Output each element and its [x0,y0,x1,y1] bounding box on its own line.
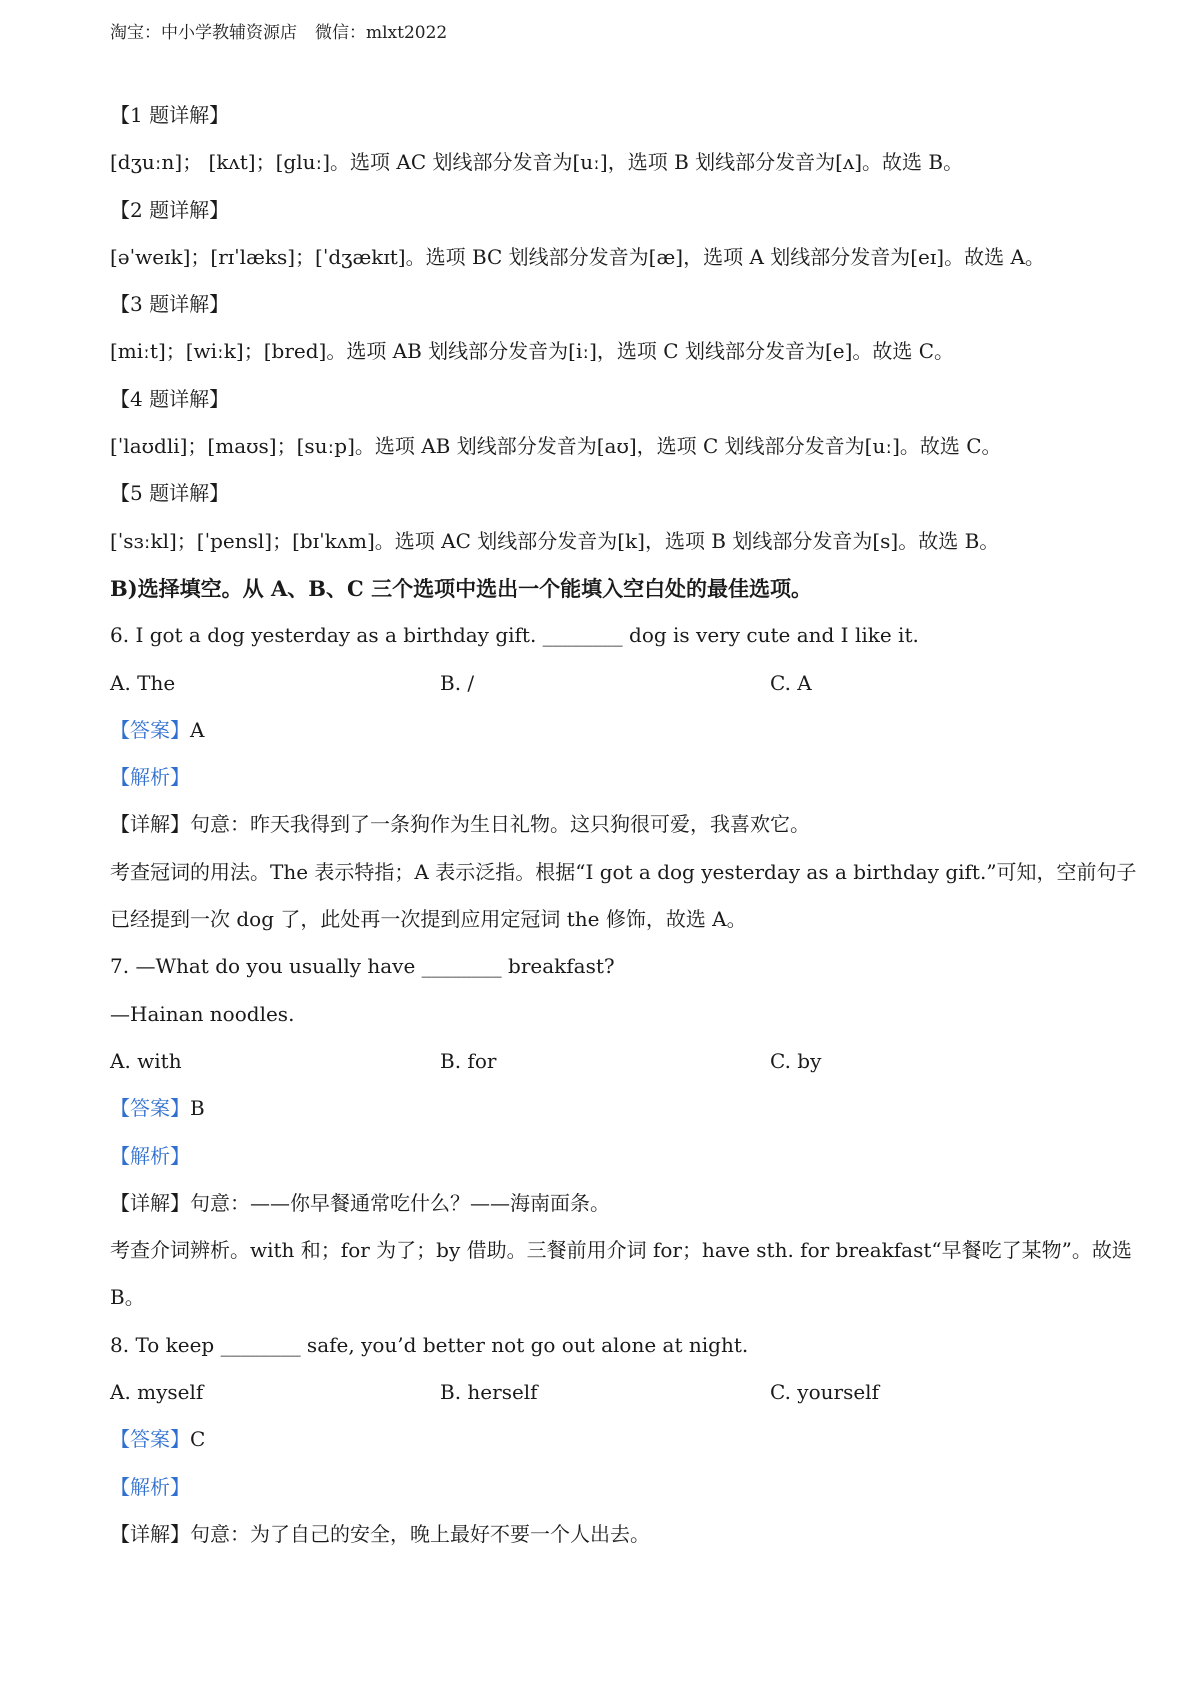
option-b: B. / [440,670,475,695]
explanation-text: [miːt]；[wiːk]；[bred]。选项 AB 划线部分发音为[iː]，选项 C 划线部分发音为[e]。故选 C。 [110,339,955,364]
explanation-title: 【4 题详解】 [110,386,230,411]
question-stem: 6. I got a dog yesterday as a birthday gift. ________ dog is very cute and I like it. [110,623,919,648]
option-a: A. with [110,1048,182,1073]
wechat-id: 微信：mlxt2022 [315,23,448,43]
answer-line [110,1085,1100,1132]
option-c: C. A [770,670,812,695]
option-b: B. herself [440,1380,538,1405]
option-a: A. The [110,670,176,695]
shop-name: 淘宝：中小学教辅资源店 [110,23,297,43]
answer-label: 【答案】 [110,1096,190,1121]
detail-line: 【详解】句意：为了自己的安全，晚上最好不要一个人出去。 [110,1521,650,1546]
explanation-title: 【1 题详解】 [110,103,230,127]
explanation-text: [ˈlaʊdli]；[maʊs]；[suːp]。选项 AB 划线部分发音为[aʊ]，选项 C 划线部分发音为[uː]。故选 C。 [110,434,1002,459]
document-body [110,92,1137,1558]
explanation-text: [əˈweɪk]；[rɪˈlæks]；[ˈdʒækɪt]。选项 BC 划线部分发音为[æ]，选项 A 划线部分发音为[eɪ]。故选 A。 [110,244,1045,269]
analysis-label: 【解析】 [110,765,190,790]
detail-line: B。 [110,1285,145,1310]
detail-line: 考查冠词的用法。The 表示特指；A 表示泛指。根据“I got a dog yesterday as a birthday gift.”可知，空前句子 [110,859,1137,884]
detail-line: 【详解】句意：——你早餐通常吃什么？——海南面条。 [110,1190,610,1215]
explanation-title: 【2 题详解】 [110,197,230,222]
answer-label: 【答案】 [110,1427,190,1452]
answer-value: A [190,717,205,742]
answer-value: B [190,1096,205,1121]
analysis-label: 【解析】 [110,1474,190,1499]
option-b: B. for [440,1048,497,1073]
question-options [110,660,1100,707]
option-c: C. yourself [770,1380,879,1405]
question-stem: 7. —What do you usually have ________ breakfast? [110,954,615,979]
section-b-heading: B)选择填空。从 A、B、C 三个选项中选出一个能填入空白处的最佳选项。 [110,575,813,601]
option-c: C. by [770,1048,822,1073]
explanation-title: 【3 题详解】 [110,292,230,317]
question-stem-reply: —Hainan noodles. [110,1001,295,1026]
option-a: A. myself [110,1380,204,1405]
explanation-text: [dʒuːn]； [kʌt]；[gluː]。选项 AC 划线部分发音为[uː]，选项 B 划线部分发音为[ʌ]。故选 B。 [110,150,964,175]
page-header-watermark [110,18,447,43]
question-options [110,1038,1100,1085]
detail-line: 考查介词辨析。with 和；for 为了；by 借助。三餐前用介词 for；have sth. for breakfast“早餐吃了某物”。故选 [110,1238,1132,1263]
answer-line [110,1416,1100,1463]
answer-label: 【答案】 [110,717,190,742]
question-stem: 8. To keep ________ safe, you’d better not go out alone at night. [110,1332,749,1357]
answer-value: C [190,1427,206,1452]
detail-line: 【详解】句意：昨天我得到了一条狗作为生日礼物。这只狗很可爱，我喜欢它。 [110,812,810,837]
question-options [110,1369,1100,1416]
analysis-label: 【解析】 [110,1143,190,1168]
answer-line [110,707,1100,754]
explanation-text: [ˈsɜːkl]；[ˈpensl]；[bɪˈkʌm]。选项 AC 划线部分发音为[k]，选项 B 划线部分发音为[s]。故选 B。 [110,528,1000,553]
explanation-title: 【5 题详解】 [110,481,230,506]
detail-line: 已经提到一次 dog 了，此处再一次提到应用定冠词 the 修饰，故选 A。 [110,907,747,932]
